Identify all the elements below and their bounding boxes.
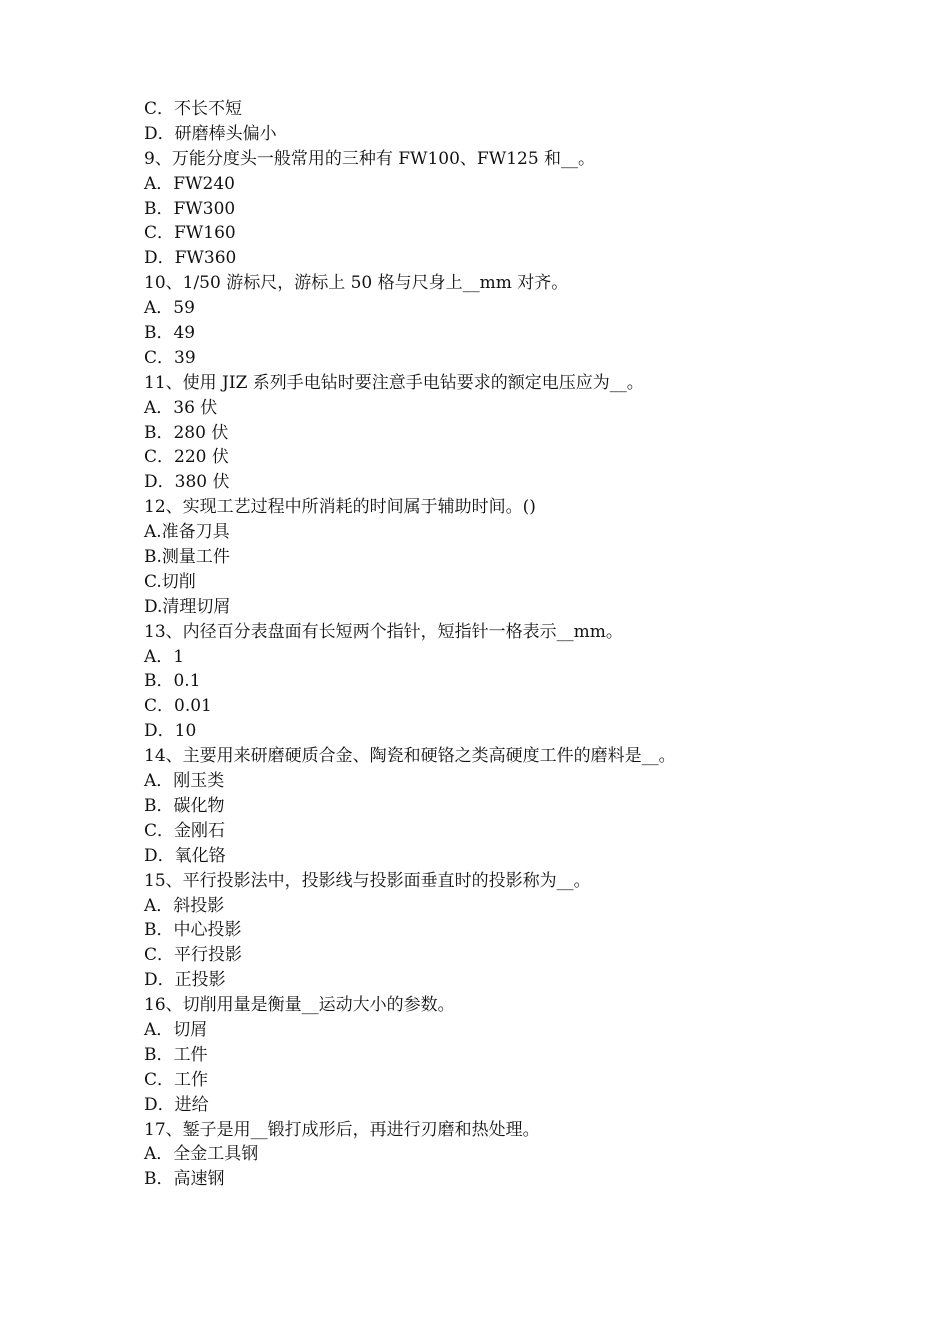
option-line: C．0.01 <box>144 696 212 717</box>
exam-text-body <box>144 97 864 1192</box>
question-line: 15、平行投影法中，投影线与投影面垂直时的投影称为__。 <box>144 870 591 891</box>
option-line: B.测量工件 <box>144 547 230 568</box>
option-line: D.清理切屑 <box>144 596 231 617</box>
option-line: D．氧化铬 <box>144 845 226 866</box>
option-line: C．FW160 <box>144 223 236 244</box>
option-line: B．中心投影 <box>144 920 242 941</box>
option-line: A．FW240 <box>144 173 235 194</box>
question-line: 9、万能分度头一般常用的三种有 FW100、FW125 和__。 <box>144 148 596 169</box>
question-line: 12、实现工艺过程中所消耗的时间属于辅助时间。() <box>144 497 536 518</box>
option-line: A.准备刀具 <box>144 522 230 543</box>
option-line: D．研磨棒头偏小 <box>144 123 277 144</box>
option-line: D．10 <box>144 721 197 742</box>
option-line: C．平行投影 <box>144 945 243 966</box>
option-line: A．切屑 <box>144 1019 208 1040</box>
option-line: A．斜投影 <box>144 895 225 916</box>
question-line: 14、主要用来研磨硬质合金、陶瓷和硬铬之类高硬度工件的磨料是__。 <box>144 746 676 767</box>
option-line: B．49 <box>144 323 196 344</box>
option-line: B．高速钢 <box>144 1169 225 1190</box>
question-line: 17、錾子是用__锻打成形后，再进行刃磨和热处理。 <box>144 1119 540 1140</box>
option-line: C.切削 <box>144 571 196 592</box>
question-line: 10、1/50 游标尺，游标上 50 格与尺身上__mm 对齐。 <box>144 273 569 294</box>
option-line: B．工件 <box>144 1044 208 1065</box>
option-line: A．59 <box>144 298 195 319</box>
option-line: A．36 伏 <box>144 397 218 418</box>
question-line: 13、内径百分表盘面有长短两个指针，短指针一格表示__mm。 <box>144 621 623 642</box>
option-line: B．碳化物 <box>144 795 225 816</box>
option-line: C．220 伏 <box>144 447 229 468</box>
option-line: D．正投影 <box>144 970 226 991</box>
option-line: A．全金工具钢 <box>144 1144 259 1165</box>
option-line: B．0.1 <box>144 671 201 692</box>
option-line: C．工作 <box>144 1069 209 1090</box>
option-line: A．1 <box>144 646 185 667</box>
question-line: 11、使用 JIZ 系列手电钻时要注意手电钻要求的额定电压应为__。 <box>144 372 644 393</box>
option-line: B．280 伏 <box>144 422 229 443</box>
option-line: D．进给 <box>144 1094 209 1115</box>
question-line: 16、切削用量是衡量__运动大小的参数。 <box>144 995 455 1016</box>
option-line: C．39 <box>144 347 196 368</box>
option-line: B．FW300 <box>144 198 236 219</box>
option-line: D．FW360 <box>144 248 237 269</box>
option-line: A．刚玉类 <box>144 771 225 792</box>
option-line: C．金刚石 <box>144 820 226 841</box>
option-line: C．不长不短 <box>144 99 243 119</box>
option-line: D．380 伏 <box>144 472 230 493</box>
